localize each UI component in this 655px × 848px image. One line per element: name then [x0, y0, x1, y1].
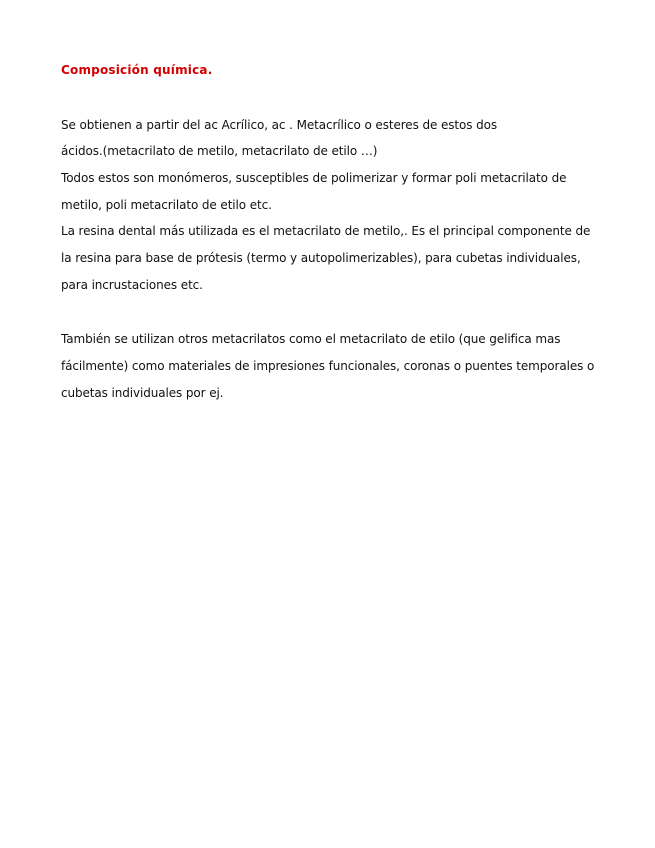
paragraph-line: Todos estos son monómeros, susceptibles de polimerizar y formar poli metacrilato de: [61, 171, 567, 185]
paragraph-line: metilo, poli metacrilato de etilo etc.: [61, 198, 272, 212]
paragraph-line: La resina dental más utilizada es el metacrilato de metilo,. Es el principal componente de: [61, 224, 591, 238]
paragraph-line: fácilmente) como materiales de impresiones funcionales, coronas o puentes temporales o: [61, 359, 595, 373]
paragraph-line: ácidos.(metacrilato de metilo, metacrilato de etilo …): [61, 144, 378, 158]
paragraph-line: cubetas individuales por ej.: [61, 386, 224, 400]
paragraph-line: Se obtienen a partir del ac Acrílico, ac . Metacrílico o esteres de estos dos: [61, 118, 498, 132]
paragraph-line: También se utilizan otros metacrilatos como el metacrilato de etilo (que gelifica mas: [61, 332, 561, 346]
paragraph-line: para incrustaciones etc.: [61, 278, 203, 292]
paragraph-line: la resina para base de prótesis (termo y autopolimerizables), para cubetas individuales,: [61, 251, 581, 265]
section-heading: Composición química.: [61, 63, 213, 77]
